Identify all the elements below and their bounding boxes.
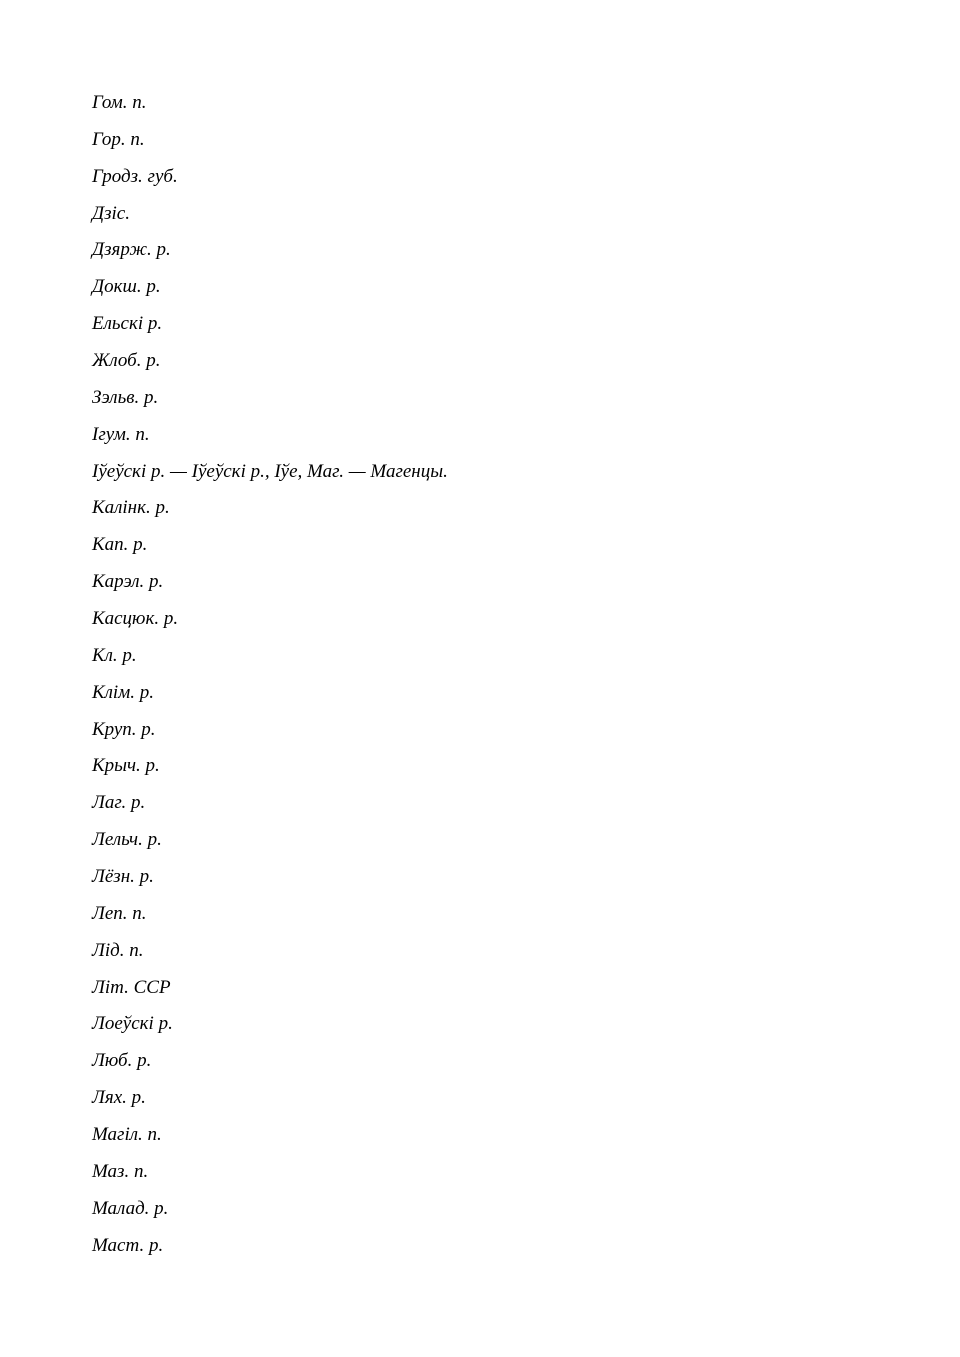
- list-item: Гродз. губ.: [92, 165, 178, 187]
- list-item: Лоеўскі р.: [92, 1013, 173, 1035]
- list-item: Лід. п.: [92, 939, 144, 961]
- list-item: Жлоб. р.: [92, 350, 161, 372]
- list-item: Кап. р.: [92, 534, 148, 556]
- list-item: Клім. р.: [92, 681, 155, 703]
- list-item: Ігум. п.: [92, 423, 150, 445]
- list-item: Докш. р.: [92, 276, 161, 298]
- list-item: Літ. ССР: [92, 976, 171, 998]
- list-item: Малад. р.: [92, 1197, 169, 1219]
- list-item: Калінк. р.: [92, 497, 170, 519]
- list-item: Маз. п.: [92, 1160, 149, 1182]
- list-item: Лаг. р.: [92, 792, 146, 814]
- list-item: Люб. р.: [92, 1050, 152, 1072]
- list-item: Дзярж. р.: [92, 239, 171, 261]
- list-item: Маст. р.: [92, 1234, 164, 1256]
- abbreviation-list: [92, 90, 448, 1270]
- list-item: Дзіс.: [92, 202, 130, 224]
- list-item: Гом. п.: [92, 92, 147, 113]
- list-item: Іўеўскі р. — Іўеўскі р., Іўе, Маг. — Магенцы.: [92, 460, 448, 482]
- list-item: Ельскі р.: [92, 313, 163, 335]
- list-item: Кл. р.: [92, 644, 137, 666]
- list-item: Лях. р.: [92, 1087, 146, 1109]
- list-item: Лёзн. р.: [92, 866, 154, 888]
- list-item: Зэльв. р.: [92, 386, 159, 408]
- list-item: Крыч. р.: [92, 755, 160, 777]
- list-item: Гор. п.: [92, 128, 145, 150]
- list-item: Лельч. р.: [92, 829, 162, 851]
- list-item: Карэл. р.: [92, 571, 164, 593]
- list-item: Касцюк. р.: [92, 608, 179, 630]
- list-item: Круп. р.: [92, 718, 156, 740]
- list-item: Леп. п.: [92, 902, 147, 924]
- list-item: Магіл. п.: [92, 1124, 162, 1146]
